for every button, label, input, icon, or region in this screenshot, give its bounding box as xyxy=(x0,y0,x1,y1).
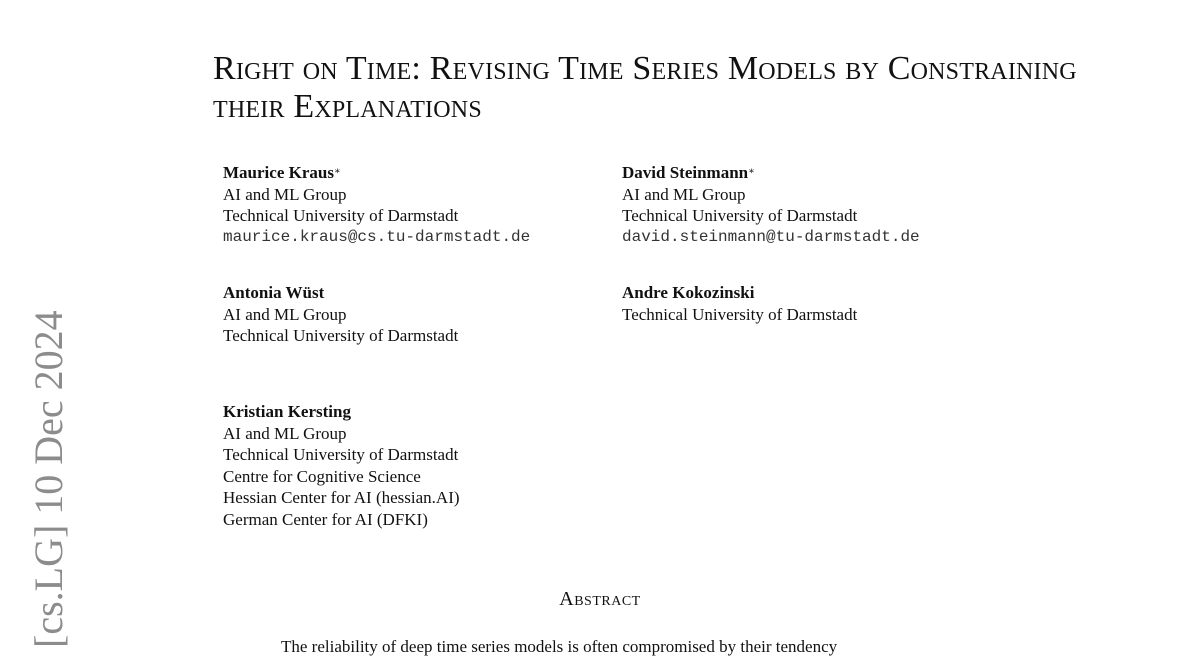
abstract-text: The reliability of deep time series models is often compromised by their tendency xyxy=(281,637,838,656)
equal-contribution-mark: ∗ xyxy=(333,166,341,177)
author-affiliation: Technical University of Darmstadt xyxy=(223,206,459,225)
author-affiliation: AI and ML Group xyxy=(223,304,347,324)
author-name: Maurice Kraus∗ xyxy=(223,163,341,182)
author-affiliation: AI and ML Group xyxy=(223,184,347,204)
author-block xyxy=(622,282,857,325)
arxiv-identifier-stamp: [cs.LG] 10 Dec 2024 xyxy=(26,310,71,648)
paper-title: Right on Time: Revising Time Series Models by Constraining their Explanations xyxy=(213,50,1077,125)
author-block xyxy=(223,401,460,530)
author-name: Andre Kokozinski xyxy=(622,283,755,302)
equal-contribution-mark: ∗ xyxy=(748,166,755,177)
author-affiliation: Technical University of Darmstadt xyxy=(223,326,459,345)
author-name: Kristian Kersting xyxy=(223,402,351,421)
author-name: Antonia Wüst xyxy=(223,283,325,302)
author-block xyxy=(223,162,530,248)
author-affiliation: Technical University of Darmstadt xyxy=(622,206,858,225)
author-name: David Steinmann∗ xyxy=(622,163,755,182)
author-email: maurice.kraus@cs.tu-darmstadt.de xyxy=(223,227,531,246)
author-affiliation: AI and ML Group xyxy=(223,423,347,443)
author-email: david.steinmann@tu-darmstadt.de xyxy=(622,227,920,246)
author-block xyxy=(622,162,920,248)
author-affiliation: Hessian Center for AI (hessian.AI) xyxy=(223,488,460,507)
author-block xyxy=(223,282,458,347)
author-affiliation: AI and ML Group xyxy=(622,184,746,204)
author-affiliation: Centre for Cognitive Science xyxy=(223,466,421,486)
author-affiliation: Technical University of Darmstadt xyxy=(622,304,858,324)
author-affiliation: Technical University of Darmstadt xyxy=(223,445,459,464)
author-affiliation: German Center for AI (DFKI) xyxy=(223,509,428,529)
abstract-heading: Abstract xyxy=(559,588,641,610)
